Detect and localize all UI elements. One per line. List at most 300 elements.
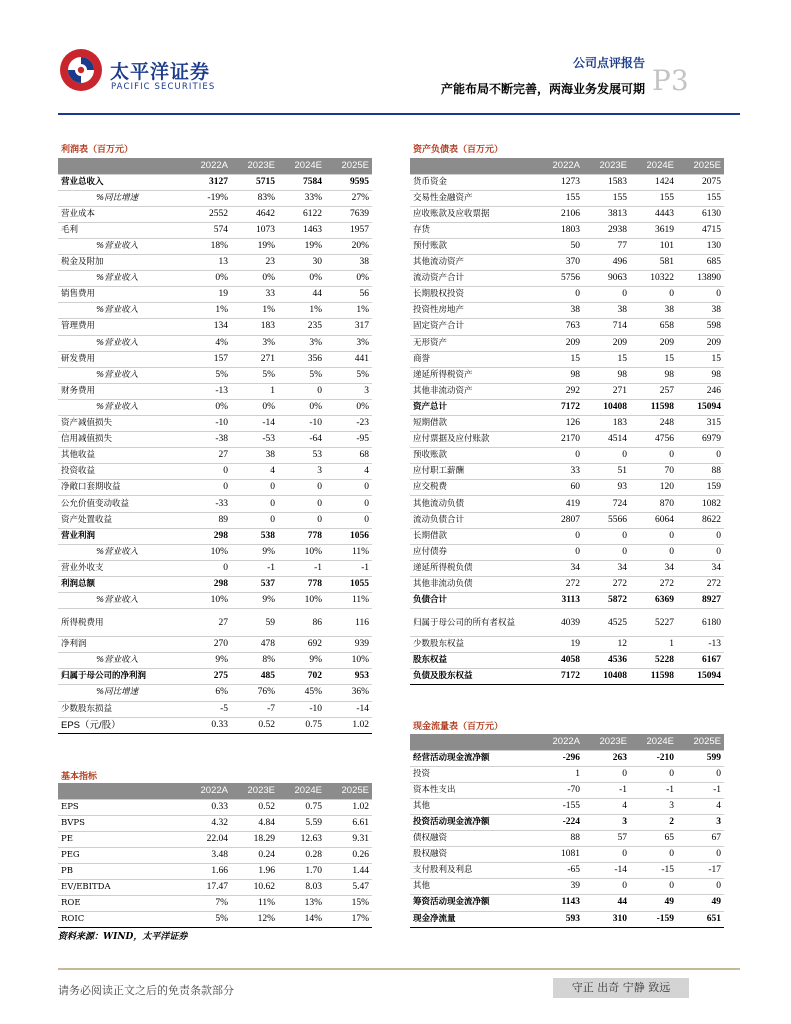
value-cell: -70 — [536, 782, 583, 798]
row-label: 其他非流动负债 — [410, 576, 536, 592]
row-label: 股权融资 — [410, 847, 536, 863]
row-label: 研发费用 — [58, 351, 184, 367]
value-cell: 10% — [278, 593, 325, 609]
value-cell: 0 — [184, 464, 231, 480]
value-cell: 4525 — [583, 609, 630, 637]
value-cell: 0 — [278, 496, 325, 512]
value-cell: 1% — [278, 303, 325, 319]
column-header: 2023E — [583, 734, 630, 750]
value-cell: 9% — [278, 653, 325, 669]
table-row — [410, 496, 724, 512]
value-cell: 155 — [536, 190, 583, 206]
value-cell: 17.47 — [184, 880, 231, 896]
table-row — [410, 766, 724, 782]
value-cell: 5% — [231, 367, 278, 383]
value-cell: 6130 — [677, 206, 724, 222]
value-cell: 6.61 — [325, 815, 372, 831]
row-label: 公允价值变动收益 — [58, 496, 184, 512]
value-cell: 1 — [536, 766, 583, 782]
value-cell: 209 — [583, 335, 630, 351]
report-type: 公司点评报告 — [572, 56, 645, 70]
row-label: 货币资金 — [410, 174, 536, 190]
table-row — [58, 544, 372, 560]
value-cell: 77 — [583, 238, 630, 254]
table-row — [58, 912, 372, 928]
value-cell: 298 — [184, 528, 231, 544]
value-cell: 0% — [184, 399, 231, 415]
value-cell: -14 — [325, 701, 372, 717]
value-cell: 8.03 — [278, 880, 325, 896]
value-cell: 155 — [630, 190, 677, 206]
value-cell: -1 — [583, 782, 630, 798]
table-row — [410, 416, 724, 432]
value-cell: 159 — [677, 480, 724, 496]
row-label: 商誉 — [410, 351, 536, 367]
value-cell: 5756 — [536, 271, 583, 287]
value-cell: 101 — [630, 238, 677, 254]
value-cell: 235 — [278, 319, 325, 335]
column-header: 2025E — [677, 158, 724, 174]
value-cell: 3% — [231, 335, 278, 351]
value-cell: 126 — [536, 416, 583, 432]
table-row — [58, 560, 372, 576]
value-cell: 5228 — [630, 653, 677, 669]
table-row — [410, 528, 724, 544]
value-cell: 1.02 — [325, 799, 372, 815]
row-label: 筹资活动现金流净额 — [410, 895, 536, 911]
table-header-row — [58, 783, 372, 799]
table-row — [58, 685, 372, 701]
value-cell: -1 — [278, 560, 325, 576]
table-row — [410, 383, 724, 399]
header-blank-cell — [58, 158, 184, 174]
value-cell: 12.63 — [278, 831, 325, 847]
value-cell: 4% — [184, 335, 231, 351]
value-cell: 88 — [677, 464, 724, 480]
value-cell: 22.04 — [184, 831, 231, 847]
table-row — [410, 798, 724, 814]
table-row — [58, 496, 372, 512]
value-cell: 6979 — [677, 432, 724, 448]
value-cell: 209 — [536, 335, 583, 351]
row-label: 净敞口套期收益 — [58, 480, 184, 496]
value-cell: -224 — [536, 814, 583, 830]
table-row — [410, 464, 724, 480]
value-cell: 9595 — [325, 174, 372, 190]
value-cell: 59 — [231, 609, 278, 637]
value-cell: 0.75 — [278, 717, 325, 733]
value-cell: 34 — [630, 560, 677, 576]
table-row — [58, 637, 372, 653]
value-cell: 1.02 — [325, 717, 372, 733]
value-cell: 4 — [677, 798, 724, 814]
value-cell: 38 — [630, 303, 677, 319]
row-label: %营业收入 — [58, 271, 184, 287]
table-row — [58, 416, 372, 432]
value-cell: 8927 — [677, 593, 724, 609]
table-row — [410, 512, 724, 528]
table-row — [410, 432, 724, 448]
table-row — [58, 847, 372, 863]
value-cell: 257 — [630, 383, 677, 399]
pacific-securities-logo-icon — [58, 47, 104, 93]
table-row — [58, 701, 372, 717]
value-cell: 0.33 — [184, 799, 231, 815]
table-row — [410, 637, 724, 653]
row-label: %营业收入 — [58, 303, 184, 319]
value-cell: 685 — [677, 255, 724, 271]
column-header: 2023E — [583, 158, 630, 174]
value-cell: 4 — [231, 464, 278, 480]
value-cell: 248 — [630, 416, 677, 432]
value-cell: -7 — [231, 701, 278, 717]
value-cell: 0% — [325, 271, 372, 287]
table-row — [58, 512, 372, 528]
value-cell: 1.70 — [278, 863, 325, 879]
data-source-note: 资料来源：WIND，太平洋证券 — [58, 932, 188, 942]
table-row — [410, 911, 724, 927]
value-cell: 4756 — [630, 432, 677, 448]
value-cell: 34 — [583, 560, 630, 576]
column-header: 2025E — [677, 734, 724, 750]
value-cell: 0 — [677, 847, 724, 863]
value-cell: 651 — [677, 911, 724, 927]
value-cell: 86 — [278, 609, 325, 637]
value-cell: 1424 — [630, 174, 677, 190]
row-label: 递延所得税负债 — [410, 560, 536, 576]
table-row — [410, 190, 724, 206]
table-row — [410, 206, 724, 222]
row-label: 投资 — [410, 766, 536, 782]
row-label: 其他收益 — [58, 448, 184, 464]
value-cell: 0.75 — [278, 799, 325, 815]
value-cell: 537 — [231, 576, 278, 592]
report-title: 产能布局不断完善，两海业务发展可期 — [440, 82, 645, 96]
value-cell: 4.32 — [184, 815, 231, 831]
value-cell: 19% — [278, 238, 325, 254]
row-label: %同比增速 — [58, 685, 184, 701]
row-label: 销售费用 — [58, 287, 184, 303]
table-row — [410, 287, 724, 303]
table-header-row — [58, 158, 372, 174]
value-cell: 1.96 — [231, 863, 278, 879]
value-cell: -13 — [677, 637, 724, 653]
value-cell: 9.31 — [325, 831, 372, 847]
value-cell: 10% — [184, 593, 231, 609]
value-cell: 2938 — [583, 222, 630, 238]
value-cell: 10408 — [583, 399, 630, 415]
row-label: %营业收入 — [58, 593, 184, 609]
value-cell: 3 — [325, 383, 372, 399]
value-cell: -1 — [231, 560, 278, 576]
value-cell: 60 — [536, 480, 583, 496]
value-cell: 98 — [630, 367, 677, 383]
table-row — [410, 560, 724, 576]
value-cell: 0 — [583, 847, 630, 863]
value-cell: 27 — [184, 448, 231, 464]
table-row — [410, 831, 724, 847]
value-cell: 0 — [677, 448, 724, 464]
row-label: 经营活动现金流净额 — [410, 750, 536, 766]
table-row — [58, 717, 372, 733]
value-cell: 7172 — [536, 669, 583, 685]
table-header-row — [410, 158, 724, 174]
value-cell: 20% — [325, 238, 372, 254]
value-cell: 714 — [583, 319, 630, 335]
value-cell: 298 — [184, 576, 231, 592]
value-cell: 130 — [677, 238, 724, 254]
value-cell: 0 — [630, 448, 677, 464]
table-row — [58, 609, 372, 637]
value-cell: 10322 — [630, 271, 677, 287]
row-label: 净利润 — [58, 637, 184, 653]
value-cell: 4 — [583, 798, 630, 814]
balance-sheet-title: 资产负债表（百万元） — [413, 145, 504, 155]
value-cell: 1% — [325, 303, 372, 319]
value-cell: 19 — [184, 287, 231, 303]
value-cell: 0 — [583, 448, 630, 464]
value-cell: 5% — [278, 367, 325, 383]
value-cell: 38 — [325, 255, 372, 271]
table-row — [410, 814, 724, 830]
row-label: 少数股东损益 — [58, 701, 184, 717]
value-cell: 7% — [184, 896, 231, 912]
value-cell: 0 — [231, 480, 278, 496]
value-cell: 45% — [278, 685, 325, 701]
table-row — [58, 669, 372, 685]
value-cell: 702 — [278, 669, 325, 685]
value-cell: 0 — [184, 560, 231, 576]
row-label: 其他流动负债 — [410, 496, 536, 512]
value-cell: 83% — [231, 190, 278, 206]
table-row — [58, 222, 372, 238]
table-row — [58, 593, 372, 609]
value-cell: 1143 — [536, 895, 583, 911]
table-row — [58, 367, 372, 383]
table-row — [410, 222, 724, 238]
row-label: 现金净流量 — [410, 911, 536, 927]
table-row — [410, 399, 724, 415]
value-cell: 7172 — [536, 399, 583, 415]
value-cell: 34 — [677, 560, 724, 576]
table-row — [410, 847, 724, 863]
value-cell: 4058 — [536, 653, 583, 669]
value-cell: 12% — [231, 912, 278, 928]
row-label: 营业成本 — [58, 206, 184, 222]
row-label: BVPS — [58, 815, 184, 831]
value-cell: 271 — [583, 383, 630, 399]
column-header: 2022A — [184, 783, 231, 799]
value-cell: 0 — [231, 496, 278, 512]
value-cell: 0 — [536, 544, 583, 560]
value-cell: 39 — [536, 879, 583, 895]
row-label: 存货 — [410, 222, 536, 238]
value-cell: 0 — [677, 879, 724, 895]
value-cell: 0% — [184, 271, 231, 287]
table-row — [410, 255, 724, 271]
value-cell: 8622 — [677, 512, 724, 528]
value-cell: 10408 — [583, 669, 630, 685]
value-cell: 0 — [325, 512, 372, 528]
value-cell: 0 — [677, 528, 724, 544]
value-cell: 246 — [677, 383, 724, 399]
value-cell: 11% — [231, 896, 278, 912]
row-label: 利润总额 — [58, 576, 184, 592]
table-row — [58, 287, 372, 303]
disclaimer-text: 请务必阅读正文之后的免责条款部分 — [58, 984, 234, 997]
value-cell: 0 — [278, 512, 325, 528]
column-header: 2025E — [325, 158, 372, 174]
value-cell: 1073 — [231, 222, 278, 238]
value-cell: 0 — [630, 544, 677, 560]
value-cell: 34 — [536, 560, 583, 576]
row-label: 无形资产 — [410, 335, 536, 351]
value-cell: 953 — [325, 669, 372, 685]
value-cell: 263 — [583, 750, 630, 766]
row-label: EPS（元/股） — [58, 717, 184, 733]
value-cell: 13 — [184, 255, 231, 271]
value-cell: 692 — [278, 637, 325, 653]
header-blank-cell — [410, 158, 536, 174]
header-blank-cell — [410, 734, 536, 750]
value-cell: 419 — [536, 496, 583, 512]
value-cell: 10% — [184, 544, 231, 560]
value-cell: 1055 — [325, 576, 372, 592]
value-cell: 1 — [630, 637, 677, 653]
value-cell: 0% — [231, 399, 278, 415]
value-cell: 33% — [278, 190, 325, 206]
value-cell: -38 — [184, 432, 231, 448]
value-cell: 98 — [583, 367, 630, 383]
row-label: 少数股东权益 — [410, 637, 536, 653]
value-cell: 778 — [278, 576, 325, 592]
row-label: 负债及股东权益 — [410, 669, 536, 685]
table-header-row — [410, 734, 724, 750]
row-label: 流动资产合计 — [410, 271, 536, 287]
row-label: 投资性房地产 — [410, 303, 536, 319]
value-cell: 4443 — [630, 206, 677, 222]
column-header: 2024E — [278, 158, 325, 174]
table-row — [58, 896, 372, 912]
value-cell: -296 — [536, 750, 583, 766]
value-cell: 10% — [278, 544, 325, 560]
value-cell: 30 — [278, 255, 325, 271]
table-row — [410, 750, 724, 766]
brand-name-cn: 太平洋证券 — [110, 61, 211, 83]
value-cell: -65 — [536, 863, 583, 879]
value-cell: 134 — [184, 319, 231, 335]
row-label: 交易性金融资产 — [410, 190, 536, 206]
value-cell: 5.47 — [325, 880, 372, 896]
value-cell: 0 — [325, 480, 372, 496]
value-cell: 3113 — [536, 593, 583, 609]
value-cell: 8% — [231, 653, 278, 669]
company-slogan: 守正 出奇 宁静 致远 — [553, 978, 689, 998]
table-row — [58, 174, 372, 190]
table-row — [58, 831, 372, 847]
value-cell: 2807 — [536, 512, 583, 528]
value-cell: 11598 — [630, 399, 677, 415]
value-cell: 1803 — [536, 222, 583, 238]
value-cell: 1583 — [583, 174, 630, 190]
row-label: 其他非流动资产 — [410, 383, 536, 399]
table-row — [410, 351, 724, 367]
value-cell: 275 — [184, 669, 231, 685]
value-cell: -5 — [184, 701, 231, 717]
value-cell: 0 — [278, 383, 325, 399]
table-row — [410, 335, 724, 351]
column-header: 2025E — [325, 783, 372, 799]
value-cell: -23 — [325, 416, 372, 432]
row-label: 其他 — [410, 798, 536, 814]
column-header: 2022A — [184, 158, 231, 174]
value-cell: 9% — [184, 653, 231, 669]
row-label: 投资收益 — [58, 464, 184, 480]
value-cell: 2170 — [536, 432, 583, 448]
row-label: 信用减值损失 — [58, 432, 184, 448]
value-cell: 272 — [677, 576, 724, 592]
table-row — [410, 448, 724, 464]
value-cell: 5.59 — [278, 815, 325, 831]
value-cell: 5715 — [231, 174, 278, 190]
row-label: ROIC — [58, 912, 184, 928]
table-row — [410, 480, 724, 496]
table-row — [58, 335, 372, 351]
value-cell: 0.26 — [325, 847, 372, 863]
value-cell: 15% — [325, 896, 372, 912]
value-cell: 6122 — [278, 206, 325, 222]
value-cell: 599 — [677, 750, 724, 766]
value-cell: 0 — [630, 287, 677, 303]
value-cell: 0 — [583, 287, 630, 303]
value-cell: 17% — [325, 912, 372, 928]
value-cell: -1 — [677, 782, 724, 798]
value-cell: 6369 — [630, 593, 677, 609]
value-cell: 0.24 — [231, 847, 278, 863]
row-label: 应付职工薪酬 — [410, 464, 536, 480]
row-label: 资产减值损失 — [58, 416, 184, 432]
row-label: 毛利 — [58, 222, 184, 238]
value-cell: 272 — [583, 576, 630, 592]
value-cell: 15 — [536, 351, 583, 367]
table-row — [58, 464, 372, 480]
row-label: 流动负债合计 — [410, 512, 536, 528]
table-row — [410, 653, 724, 669]
value-cell: 1082 — [677, 496, 724, 512]
row-label: 归属于母公司的净利润 — [58, 669, 184, 685]
value-cell: 5227 — [630, 609, 677, 637]
value-cell: 3 — [583, 814, 630, 830]
row-label: 递延所得税资产 — [410, 367, 536, 383]
value-cell: 12 — [583, 637, 630, 653]
value-cell: -64 — [278, 432, 325, 448]
value-cell: -53 — [231, 432, 278, 448]
row-label: 应交税费 — [410, 480, 536, 496]
row-label: 债权融资 — [410, 831, 536, 847]
value-cell: 0 — [677, 287, 724, 303]
value-cell: 0% — [278, 399, 325, 415]
value-cell: 0 — [583, 528, 630, 544]
value-cell: 0% — [231, 271, 278, 287]
value-cell: 7584 — [278, 174, 325, 190]
row-label: %营业收入 — [58, 367, 184, 383]
value-cell: 53 — [278, 448, 325, 464]
row-label: 归属于母公司的所有者权益 — [410, 609, 536, 637]
value-cell: 1273 — [536, 174, 583, 190]
value-cell: 157 — [184, 351, 231, 367]
value-cell: 3 — [677, 814, 724, 830]
row-label: 固定资产合计 — [410, 319, 536, 335]
